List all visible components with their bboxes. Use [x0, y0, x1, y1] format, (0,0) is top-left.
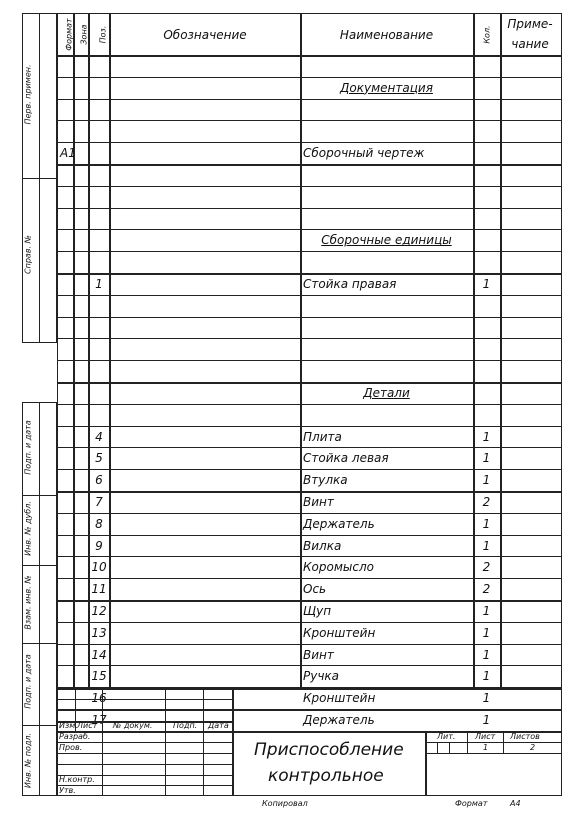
- table-row: [57, 164, 562, 186]
- row-qty: 1: [482, 669, 491, 684]
- table-row: [57, 360, 562, 382]
- row-poz: 14: [91, 647, 107, 662]
- row-poz: 11: [91, 582, 107, 597]
- row-poz: 4: [95, 429, 103, 444]
- row-name: Коромысло: [303, 560, 374, 575]
- tb-podp: Подп.: [173, 721, 198, 730]
- row-qty: 2: [482, 582, 491, 597]
- tb-list: Лист: [77, 721, 98, 730]
- table-row: [57, 99, 562, 121]
- row-poz: 13: [91, 625, 107, 640]
- row-name: Кронштейн: [303, 625, 376, 640]
- header-primechanie-2: чание: [511, 37, 549, 51]
- row-name: Стойка правая: [303, 277, 397, 291]
- row-name: Втулка: [303, 473, 348, 488]
- section-heading: Сборочные единицы: [321, 233, 452, 248]
- table-row: [57, 55, 562, 77]
- tb-listov-label: Листов: [510, 732, 540, 741]
- footer-format-label: Формат: [455, 799, 488, 808]
- tb-prov: Пров.: [59, 743, 83, 752]
- row-qty: 1: [482, 691, 491, 706]
- footer-kopiroval: Копировал: [262, 799, 308, 808]
- side-label-inv-dubl: Инв. № дубл.: [23, 501, 33, 556]
- row-name: Винт: [303, 647, 334, 662]
- header-oboznachenie: Обозначение: [163, 28, 247, 42]
- tb-list-value: 1: [483, 743, 489, 752]
- tb-lit-label: Лит.: [437, 732, 456, 741]
- row-qty: 1: [482, 538, 491, 553]
- row-format: А1: [60, 146, 76, 161]
- tb-utv: Утв.: [59, 786, 76, 795]
- row-qty: 1: [482, 451, 491, 466]
- row-name: Стойка левая: [303, 451, 389, 466]
- tb-data: Дата: [208, 721, 229, 730]
- table-row: [57, 338, 562, 360]
- row-poz: 17: [91, 713, 107, 727]
- tb-list-label: Лист: [475, 732, 496, 741]
- side-label-perv-primen: Перв. примен.: [23, 64, 33, 125]
- row-qty: 1: [482, 647, 491, 662]
- row-poz: 12: [91, 604, 107, 618]
- row-name: Держатель: [303, 516, 375, 531]
- tb-izm: Изм.: [59, 721, 78, 730]
- header-naimenovanie: Наименование: [339, 28, 434, 42]
- row-poz: 15: [91, 669, 107, 684]
- row-name: Кронштейн: [303, 691, 376, 706]
- row-name: Ручка: [303, 669, 340, 684]
- row-qty: 1: [482, 604, 491, 618]
- tb-razrab: Разраб.: [59, 732, 91, 741]
- table-row: [57, 120, 562, 142]
- row-poz: 1: [95, 277, 103, 291]
- side-label-inv-podl: Инв. № подл.: [23, 732, 33, 789]
- section-heading: Детали: [363, 386, 410, 400]
- row-poz: 7: [95, 495, 103, 509]
- row-qty: 1: [482, 516, 491, 531]
- row-name: Сборочный чертеж: [303, 146, 425, 161]
- header-format: Формат: [64, 18, 74, 51]
- document-title-line1: Приспособление: [254, 740, 404, 760]
- tb-listov-value: 2: [530, 743, 536, 752]
- row-name: Плита: [303, 429, 342, 444]
- side-label-podp-data-2: Подп. и дата: [23, 654, 33, 709]
- row-name: Вилка: [303, 538, 342, 553]
- header-primechanie-1: Приме-: [507, 17, 553, 31]
- row-name: Щуп: [303, 604, 332, 618]
- table-row: [57, 251, 562, 273]
- section-heading: Документация: [340, 80, 433, 95]
- row-poz: 16: [91, 691, 107, 706]
- row-qty: 1: [482, 429, 491, 444]
- row-poz: 10: [91, 560, 107, 575]
- document-title-line2: контрольное: [268, 766, 384, 786]
- row-qty: 2: [482, 495, 491, 509]
- footer-format-value: А4: [510, 799, 521, 808]
- row-name: Винт: [303, 495, 334, 509]
- row-qty: 1: [482, 277, 491, 291]
- side-label-podp-data-1: Подп. и дата: [23, 420, 33, 475]
- row-qty: 1: [482, 473, 491, 488]
- row-poz: 6: [95, 473, 103, 488]
- table-row: [57, 208, 562, 230]
- header-poz: Поз.: [98, 25, 108, 44]
- row-qty: 1: [482, 713, 491, 727]
- row-qty: 1: [482, 625, 491, 640]
- table-row: [57, 317, 562, 339]
- row-poz: 8: [95, 516, 103, 531]
- tb-n-dokum: № докум.: [113, 721, 153, 730]
- header-kol: Кол.: [482, 25, 492, 44]
- row-poz: 5: [95, 451, 103, 466]
- table-row: [57, 295, 562, 317]
- row-name: Ось: [303, 582, 327, 597]
- row-poz: 9: [95, 538, 103, 553]
- header-zona: Зона: [79, 24, 89, 45]
- table-row: [57, 404, 562, 426]
- side-label-sprav-no: Справ. №: [23, 235, 33, 274]
- row-qty: 2: [482, 560, 491, 575]
- tb-n-kontr: Н.контр.: [59, 775, 95, 784]
- side-label-vzam-inv: Взам. инв. №: [23, 575, 33, 630]
- row-name: Держатель: [303, 713, 375, 727]
- table-row: [57, 186, 562, 208]
